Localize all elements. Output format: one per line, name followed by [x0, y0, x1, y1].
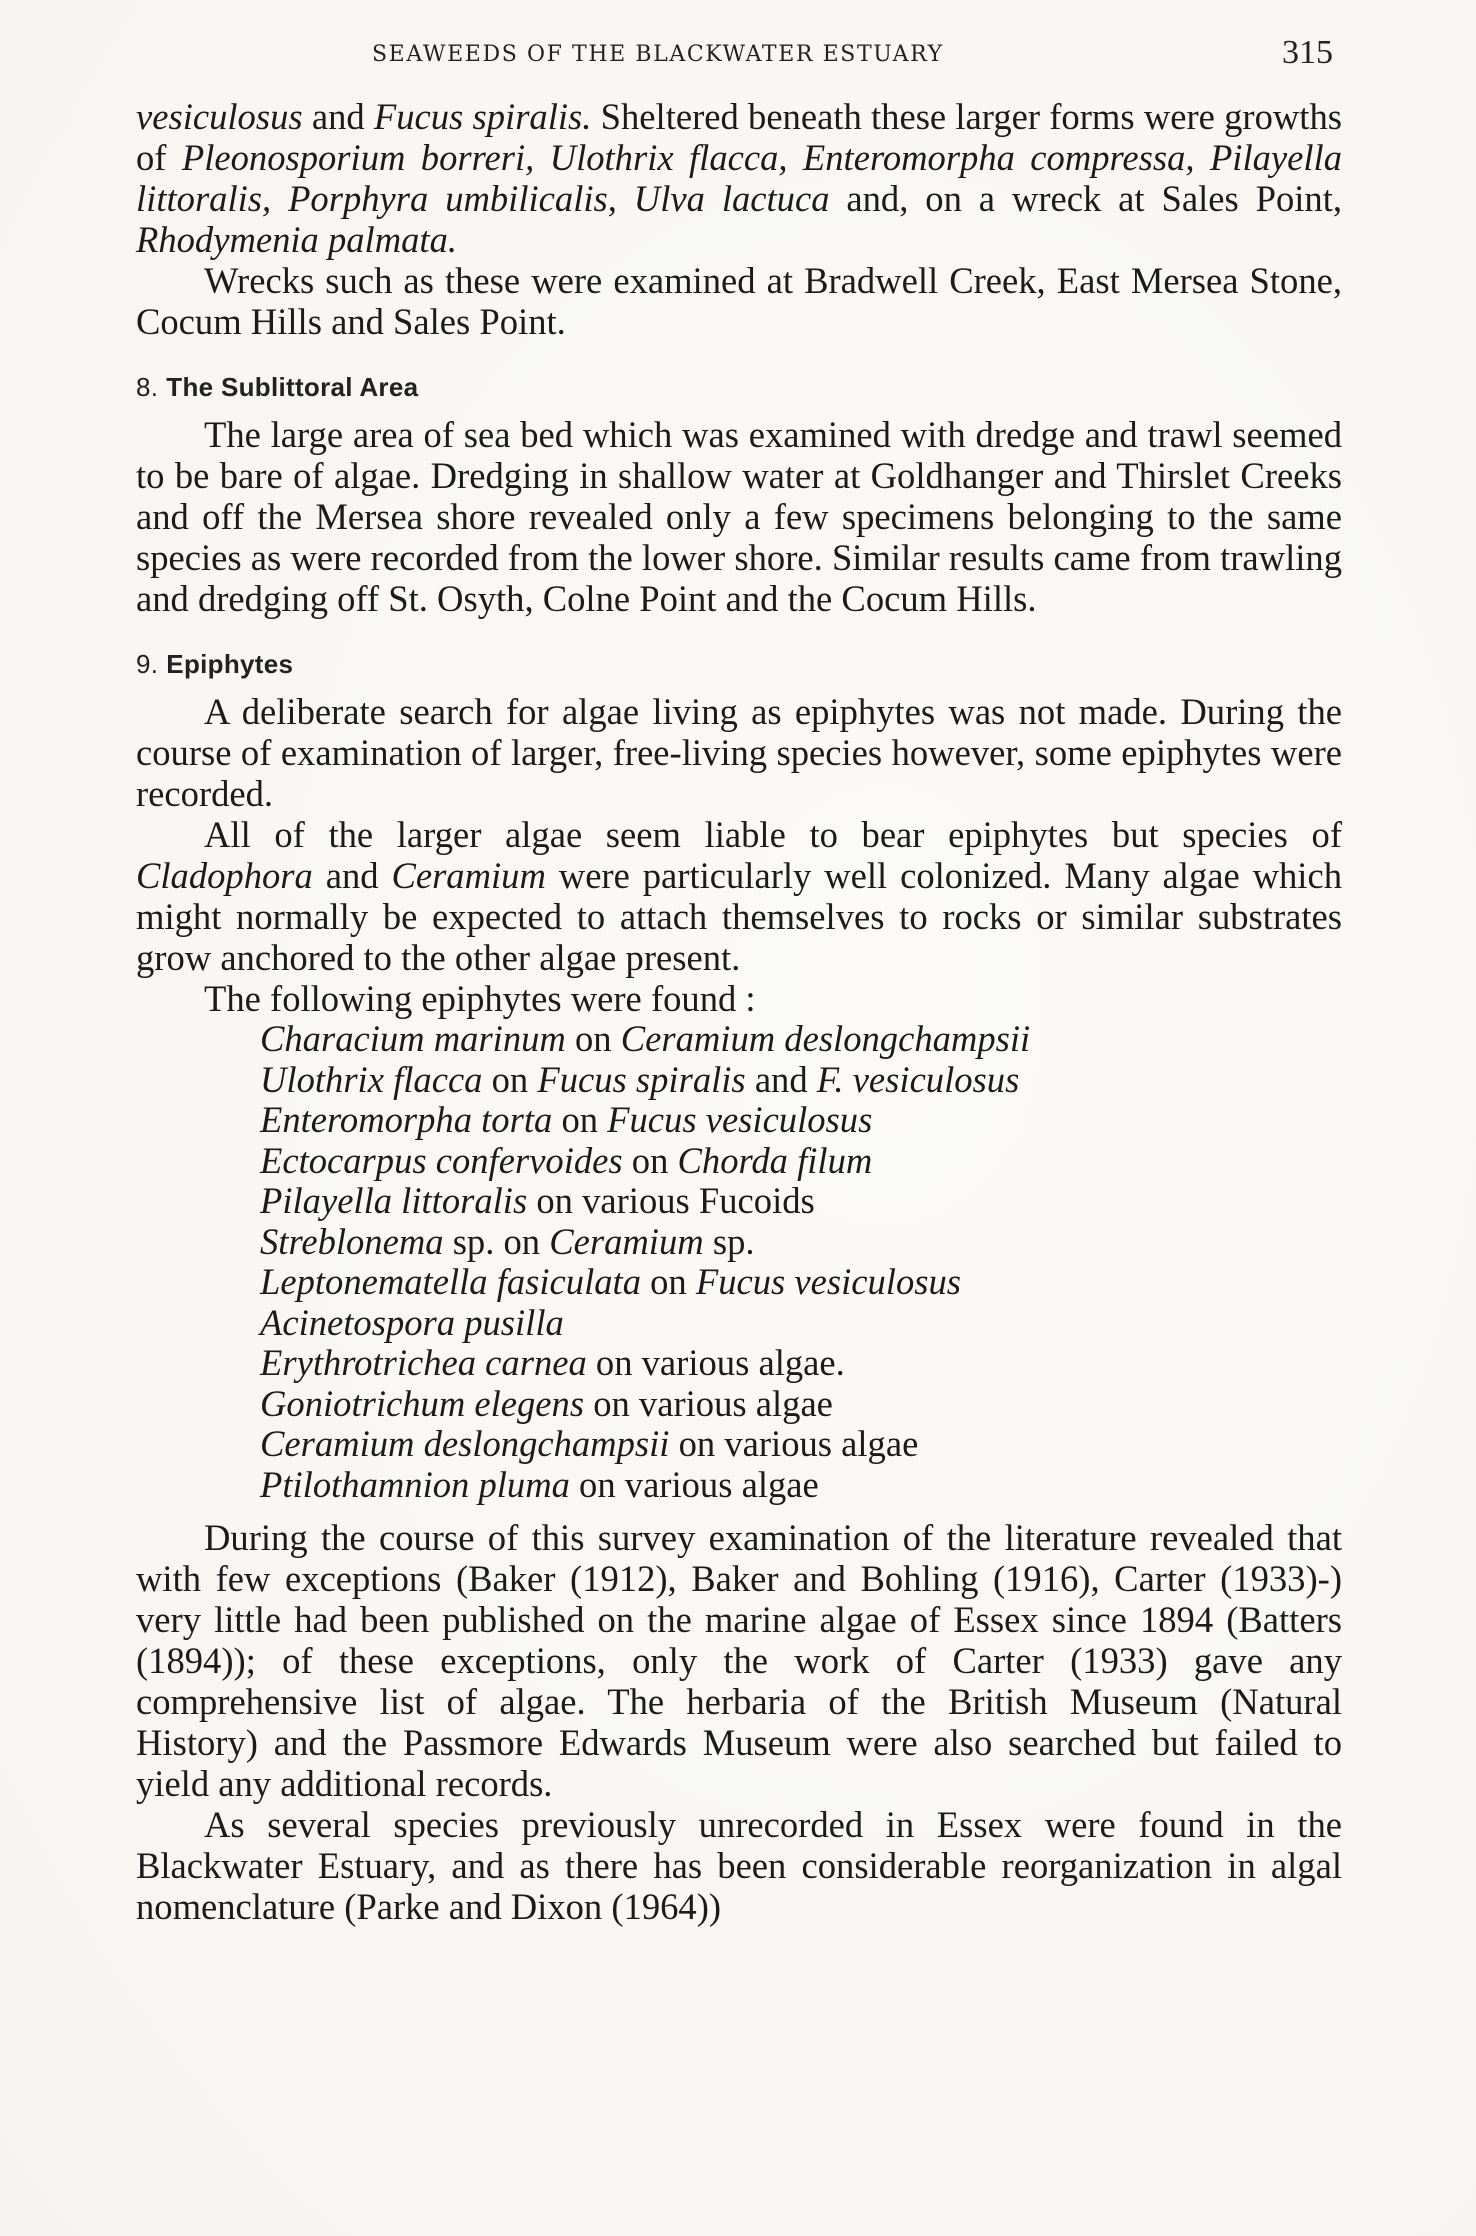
epiphyte-list	[136, 1019, 1342, 1505]
paragraph-continuation	[136, 96, 1342, 260]
spacer	[136, 1505, 1342, 1517]
species-name: Streblonema	[260, 1220, 444, 1262]
paragraph-wrecks: Wrecks such as these were examined at Bradwell Creek, East Mersea Stone, Cocum Hills and Sales Point.	[136, 260, 1342, 342]
species-name: Ceramium deslongchampsii	[620, 1018, 1031, 1059]
text-run: on various Fucoids	[527, 1180, 815, 1221]
species-name: Leptonematella fasiculata	[260, 1261, 641, 1302]
species-name: Acinetospora pusilla	[260, 1301, 564, 1343]
species-name: Erythrotrichea carnea	[260, 1342, 587, 1383]
species-name: Fucus spiralis.	[373, 96, 592, 137]
species-name: Ectocarpus confervoides	[260, 1139, 623, 1181]
list-item	[260, 1424, 1342, 1465]
text-run: sp. on	[443, 1220, 550, 1262]
species-name: Goniotrichum elegens	[260, 1382, 585, 1424]
text-run: All of the larger algae seem liable to bear epiphytes but species of	[204, 814, 1342, 855]
species-name: Rhodymenia palmata.	[136, 219, 458, 260]
paragraph-nomenclature: As several species previously unrecorded in Essex were found in the Blackwater Estuary, and as there has been considerable reorganization in algal nomenclature (Parke and Dixon (1964))	[136, 1804, 1342, 1927]
list-item	[260, 1222, 1342, 1263]
text-run: sp.	[703, 1220, 755, 1262]
text-run: and	[745, 1058, 817, 1100]
species-name: Pilayella littoralis	[260, 1180, 528, 1221]
text-run: on various algae.	[586, 1342, 845, 1383]
species-name: Ceramium deslongchampsii	[260, 1423, 670, 1464]
list-item	[260, 1181, 1342, 1222]
list-item	[260, 1141, 1342, 1182]
paragraph-sublittoral: The large area of sea bed which was examined with dredge and trawl seemed to be bare of algae. Dredging in shallow water at Goldhanger and Thirslet Creeks and off the Mersea shore revealed only a few specimens belonging to the same species as were recorded from the lower shore. Similar results came from trawling and dredging off St. Osyth, Colne Point and the Cocum Hills.	[136, 414, 1342, 619]
species-name: Characium marinum	[260, 1018, 566, 1059]
species-name: Pleonosporium borreri, Ulothrix flacca, Enteromorpha compressa, Pilayella littoralis, Porphyra umbilicalis, Ulva lactuca	[136, 137, 1342, 219]
paragraph-epiphytes-colonized	[136, 814, 1342, 978]
list-item	[260, 1343, 1342, 1384]
text-run: Sheltered beneath these larger forms were growths of	[136, 96, 1342, 178]
species-name: Ceramium	[391, 855, 546, 896]
list-item	[260, 1465, 1342, 1506]
species-name: Ceramium	[549, 1220, 704, 1262]
list-item	[260, 1384, 1342, 1425]
section-heading-epiphytes	[136, 647, 1342, 681]
list-item	[260, 1100, 1342, 1141]
text-run: and, on a wreck at Sales Point,	[829, 178, 1342, 219]
list-item	[260, 1019, 1342, 1060]
species-name: Enteromorpha torta	[260, 1099, 553, 1140]
species-name: Cladophora	[136, 855, 313, 896]
paragraph-literature-survey: During the course of this survey examination of the literature revealed that with few exceptions (Baker (1912), Baker and Bohling (1916), Carter (1933)-) very little had been published on the marine algae of Essex since 1894 (Batters (1894)); of these exceptions, only the work of Carter (1933) gave any comprehensive list of algae. The herbaria of the British Museum (Natural History) and the Passmore Edwards Museum were also searched but failed to yield any additional records.	[136, 1517, 1342, 1804]
text-run: on	[552, 1099, 608, 1140]
list-item	[260, 1262, 1342, 1303]
species-name: Fucus spiralis	[537, 1058, 746, 1100]
text-run: on	[622, 1139, 678, 1181]
section-number: 8.	[136, 372, 159, 402]
text-run: on various algae	[669, 1423, 919, 1464]
article-body	[136, 96, 1342, 1927]
text-run: on	[640, 1261, 696, 1302]
section-number: 9.	[136, 649, 159, 679]
list-item	[260, 1303, 1342, 1344]
page-number: 315	[1282, 34, 1333, 71]
species-name: Fucus vesiculosus	[607, 1099, 873, 1140]
text-run: were particularly well colonized. Many algae which might normally be expected to attach themselves to rocks or similar substrates grow anchored to the other algae present.	[136, 855, 1342, 978]
species-name: Ulothrix flacca	[260, 1058, 483, 1100]
paragraph-epiphytes-intro: A deliberate search for algae living as epiphytes was not made. During the course of examination of larger, free-living species however, some epiphytes were recorded.	[136, 691, 1342, 814]
species-name: Chorda filum	[677, 1139, 873, 1181]
text-run: and	[302, 96, 374, 137]
species-name: vesiculosus	[136, 96, 303, 137]
section-heading-sublittoral	[136, 370, 1342, 404]
species-name: Fucus vesiculosus	[695, 1261, 961, 1302]
text-run: on	[482, 1058, 538, 1100]
paragraph-epiphytes-found: The following epiphytes were found :	[204, 978, 756, 1019]
running-title: SEAWEEDS OF THE BLACKWATER ESTUARY	[372, 42, 944, 67]
text-run: on	[565, 1018, 621, 1059]
text-run: and	[312, 855, 392, 896]
species-name: Ptilothamnion pluma	[260, 1463, 570, 1505]
text-run: on various algae	[584, 1382, 833, 1424]
section-title: The Sublittoral Area	[166, 372, 419, 402]
section-title: Epiphytes	[166, 649, 294, 679]
species-name: F. vesiculosus	[816, 1058, 1020, 1100]
page-header	[0, 34, 1476, 74]
list-item	[260, 1060, 1342, 1101]
text-run: on various algae	[569, 1463, 819, 1505]
